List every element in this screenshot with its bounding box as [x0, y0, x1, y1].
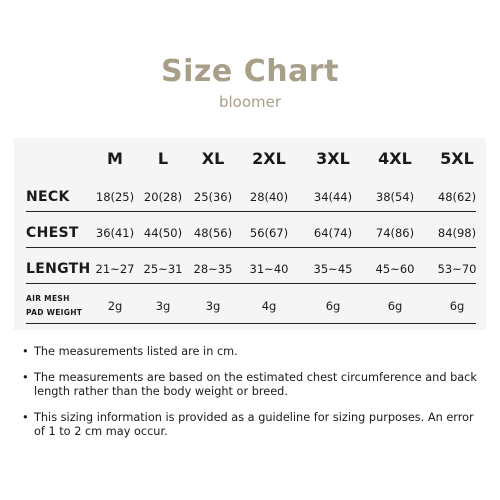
note-text: The measurements are based on the estimated chest circumference and back length rather than the body weight or breed.: [34, 371, 477, 398]
size-header: 3XL: [316, 148, 350, 168]
table-cell: 3g: [155, 299, 171, 313]
table-row-chest: [14, 218, 486, 248]
table-cell: 64(74): [313, 226, 353, 240]
table-cell: 56(67): [249, 226, 289, 240]
row-label: CHEST: [26, 225, 79, 241]
table-cell: 74(86): [375, 226, 415, 240]
size-header: M: [107, 148, 123, 168]
row-divider: [26, 323, 476, 324]
row-label: NECK: [26, 189, 70, 205]
table-cell: 3g: [205, 299, 221, 313]
table-cell: 48(62): [437, 190, 477, 204]
list-item: [22, 411, 484, 439]
table-cell: 44(50): [143, 226, 183, 240]
table-cell: 25~31: [143, 262, 183, 276]
row-divider: [26, 247, 476, 248]
table-cell: 4g: [261, 299, 277, 313]
size-header-row: [14, 144, 486, 172]
table-cell: 48(56): [193, 226, 233, 240]
table-cell: 84(98): [437, 226, 477, 240]
row-label-line: AIR MESH: [26, 294, 70, 303]
row-divider: [26, 283, 476, 284]
table-cell: 2g: [107, 299, 123, 313]
table-cell: 45~60: [375, 262, 415, 276]
size-header: L: [157, 148, 169, 168]
table-cell: 25(36): [193, 190, 233, 204]
note-text: The measurements listed are in cm.: [34, 345, 238, 358]
table-cell: 31~40: [249, 262, 289, 276]
table-cell: 28(40): [249, 190, 289, 204]
row-label: [26, 288, 82, 324]
table-cell: 20(28): [143, 190, 183, 204]
table-cell: 35~45: [313, 262, 353, 276]
table-cell: 38(54): [375, 190, 415, 204]
bullet-icon: •: [22, 371, 29, 384]
table-row-neck: [14, 182, 486, 212]
table-row-pad-weight: [14, 288, 486, 324]
table-cell: 21~27: [95, 262, 135, 276]
size-header: 2XL: [252, 148, 286, 168]
table-cell: 34(44): [313, 190, 353, 204]
size-header: 4XL: [378, 148, 412, 168]
list-item: [22, 345, 484, 359]
row-label: LENGTH: [26, 261, 91, 277]
size-table: [14, 138, 486, 330]
product-name: bloomer: [218, 93, 282, 111]
row-divider: [26, 211, 476, 212]
table-cell: 6g: [387, 299, 403, 313]
table-cell: 36(41): [95, 226, 135, 240]
table-cell: 18(25): [95, 190, 135, 204]
list-item: [22, 371, 484, 399]
row-label-line: PAD WEIGHT: [26, 308, 83, 317]
size-header: XL: [201, 148, 225, 168]
bullet-icon: •: [22, 411, 29, 424]
bullet-icon: •: [22, 345, 29, 358]
table-cell: 6g: [449, 299, 465, 313]
notes-list: [22, 345, 484, 451]
table-cell: 53~70: [437, 262, 477, 276]
table-cell: 28~35: [193, 262, 233, 276]
table-row-length: [14, 254, 486, 284]
note-text: This sizing information is provided as a guideline for sizing purposes. An error of 1 to 2 cm may occur.: [34, 411, 474, 438]
size-header: 5XL: [440, 148, 474, 168]
page-title: Size Chart: [161, 54, 339, 89]
table-cell: 6g: [325, 299, 341, 313]
